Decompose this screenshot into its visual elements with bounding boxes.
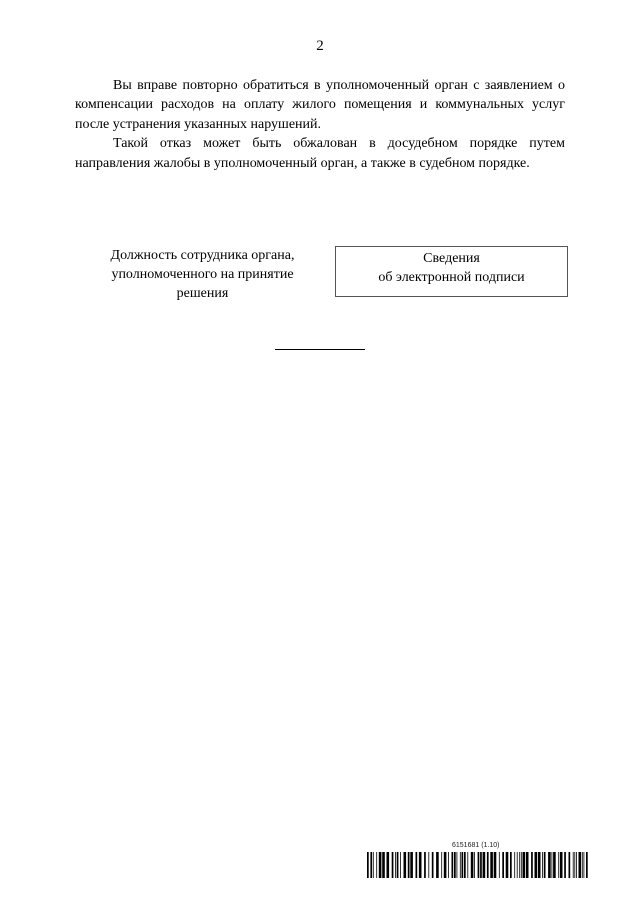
barcode-bar xyxy=(573,852,574,878)
barcode-bar xyxy=(460,852,461,878)
barcode-bar xyxy=(367,852,369,878)
signature-position-line: решения xyxy=(176,286,229,301)
barcode-bar xyxy=(454,852,456,878)
separator-line xyxy=(275,349,365,350)
barcode-bar xyxy=(558,852,559,878)
signature-position-line: Должность сотрудника органа, xyxy=(110,248,295,263)
signature-position-label xyxy=(90,246,315,303)
barcode-bar xyxy=(441,852,442,878)
barcode-bar xyxy=(553,852,556,878)
barcode-bar xyxy=(382,852,385,878)
barcode-bar xyxy=(531,852,533,878)
barcode-bar xyxy=(494,852,497,878)
barcode-bar xyxy=(408,852,410,878)
barcode-bar xyxy=(502,852,504,878)
barcode-bar xyxy=(467,852,468,878)
barcode-bar xyxy=(538,852,541,878)
paragraph-1: Вы вправе повторно обратиться в уполномоченный орган с заявлением о компенсации расходов на оплату жилого помещения и коммунальных услуг после устранения указанных нарушений. xyxy=(75,78,565,132)
barcode-bar xyxy=(432,852,434,878)
barcode-bar xyxy=(379,852,382,878)
barcode-bar xyxy=(582,852,583,878)
barcode-bar xyxy=(490,852,493,878)
barcode-bar xyxy=(452,852,454,878)
barcode-bar xyxy=(576,852,577,878)
barcode-bar xyxy=(514,852,515,878)
barcode-bar xyxy=(448,852,449,878)
barcode-bar xyxy=(542,852,543,878)
barcode-bar xyxy=(404,852,407,878)
barcode-bar xyxy=(517,852,518,878)
paragraph-2: Такой отказ может быть обжалован в досудебном порядке путем направления жалобы в уполномоченный орган, а также в судебном порядке. xyxy=(75,136,565,171)
barcode-bar xyxy=(487,852,489,878)
barcode-bar xyxy=(521,852,522,878)
barcode-bar xyxy=(574,852,575,878)
signature-info-line: Сведения xyxy=(423,251,480,266)
barcode-bar xyxy=(523,852,526,878)
signature-info-box xyxy=(335,246,568,297)
barcode-bar xyxy=(416,852,418,878)
barcode-bar xyxy=(436,852,439,878)
barcode-bar xyxy=(552,852,553,878)
barcode-bar xyxy=(569,852,571,878)
barcode-bar xyxy=(444,852,447,878)
document-id-label: 6151681 (1.10) xyxy=(452,842,500,849)
barcode-bar xyxy=(478,852,480,878)
signature-position-line: уполномоченного на принятие xyxy=(111,267,294,282)
barcode-bar xyxy=(535,852,538,878)
barcode-bar xyxy=(499,852,500,878)
barcode-bar xyxy=(560,852,563,878)
barcode-bar xyxy=(410,852,413,878)
body-text xyxy=(75,76,565,173)
barcode-bar xyxy=(373,852,374,878)
barcode-bar xyxy=(510,852,512,878)
barcode-bar xyxy=(397,852,399,878)
barcode-bar xyxy=(471,852,474,878)
barcode-bar xyxy=(462,852,464,878)
barcode xyxy=(367,852,590,878)
barcode-bar xyxy=(370,852,372,878)
barcode-bar xyxy=(544,852,546,878)
barcode-bar xyxy=(419,852,422,878)
barcode-bar xyxy=(395,852,396,878)
barcode-bar xyxy=(480,852,482,878)
page-number: 2 xyxy=(316,38,324,54)
barcode-bar xyxy=(474,852,475,878)
barcode-bar xyxy=(483,852,486,878)
barcode-bar xyxy=(548,852,551,878)
barcode-bar xyxy=(579,852,582,878)
barcode-bar xyxy=(584,852,585,878)
barcode-bar xyxy=(564,852,566,878)
barcode-bar xyxy=(526,852,529,878)
barcode-bar xyxy=(457,852,458,878)
barcode-bar xyxy=(464,852,466,878)
barcode-bar xyxy=(506,852,509,878)
barcode-bar xyxy=(519,852,520,878)
barcode-bar xyxy=(392,852,394,878)
barcode-bar xyxy=(424,852,426,878)
signature-info-line: об электронной подписи xyxy=(378,270,525,285)
barcode-bar xyxy=(400,852,401,878)
barcode-bar xyxy=(376,852,377,878)
barcode-bar xyxy=(586,852,588,878)
barcode-bar xyxy=(387,852,390,878)
barcode-bar xyxy=(428,852,429,878)
